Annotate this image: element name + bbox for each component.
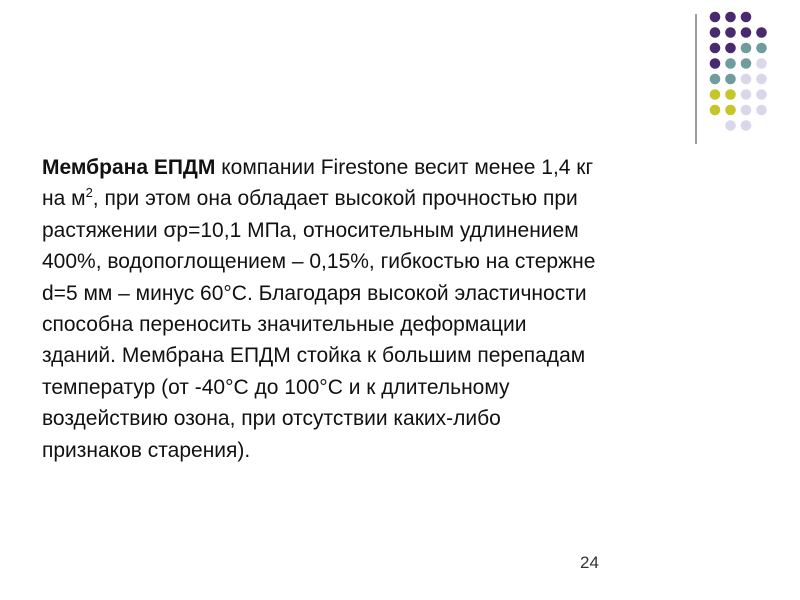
decorative-dot [741, 105, 752, 116]
decorative-dot [725, 89, 736, 100]
text-line-9: воздействию озона, при отсутствии каких-либо [42, 407, 501, 431]
decorative-dot [756, 74, 767, 85]
decorative-dot [710, 105, 721, 116]
decorative-dot [756, 43, 767, 54]
decorative-dot-grid [709, 11, 781, 131]
decorative-dot [725, 58, 736, 69]
superscript-2: 2 [85, 185, 93, 201]
bold-lead: Мембрана ЕПДМ [42, 156, 216, 179]
decorative-dot [756, 58, 767, 69]
slide-body-text [42, 152, 762, 466]
text-line-1: Мембрана ЕПДМ компании Firestone весит менее 1,4 кг [42, 156, 594, 179]
decorative-dot [710, 43, 721, 54]
decorative-dot [710, 58, 721, 69]
decorative-dot [741, 74, 752, 85]
decorative-dot [756, 105, 767, 116]
text-line-8: температур (от -40°С до 100°С и к длительному [42, 375, 510, 399]
text-line-3: растяжении σр=10,1 МПа, относительным удлинением [42, 218, 579, 242]
decorative-dot [725, 27, 736, 38]
decorative-dot [725, 12, 736, 23]
decorative-dot [725, 74, 736, 85]
text-line-10: признаков старения). [42, 438, 251, 462]
text-line-6: способна переносить значительные деформации [42, 313, 527, 337]
decorative-dot [710, 89, 721, 100]
decorative-dot [741, 12, 752, 23]
text-line-7: зданий. Мембрана ЕПДМ стойка к большим перепадам [42, 344, 586, 368]
decorative-dot [710, 12, 721, 23]
text-line-5: d=5 мм – минус 60°С. Благодаря высокой эластичности [42, 281, 587, 305]
decorative-dot [725, 120, 736, 131]
decorative-dot [756, 27, 767, 38]
text-line-2: на $м^2$, при этом она обладает высокой прочностью при [42, 185, 578, 211]
decorative-dot [725, 43, 736, 54]
decorative-dot [741, 120, 752, 131]
decorative-dot [741, 58, 752, 69]
decorative-dot [741, 89, 752, 100]
vertical-divider [695, 14, 697, 144]
decorative-dot [710, 27, 721, 38]
decorative-dot [741, 43, 752, 54]
page-number: 24 [580, 553, 599, 572]
decorative-dot [756, 89, 767, 100]
decorative-dot [710, 74, 721, 85]
text-line-4: 400%, водопоглощением – 0,15%, гибкостью на стержне [42, 250, 596, 274]
decorative-dot [725, 105, 736, 116]
decorative-dot [741, 27, 752, 38]
